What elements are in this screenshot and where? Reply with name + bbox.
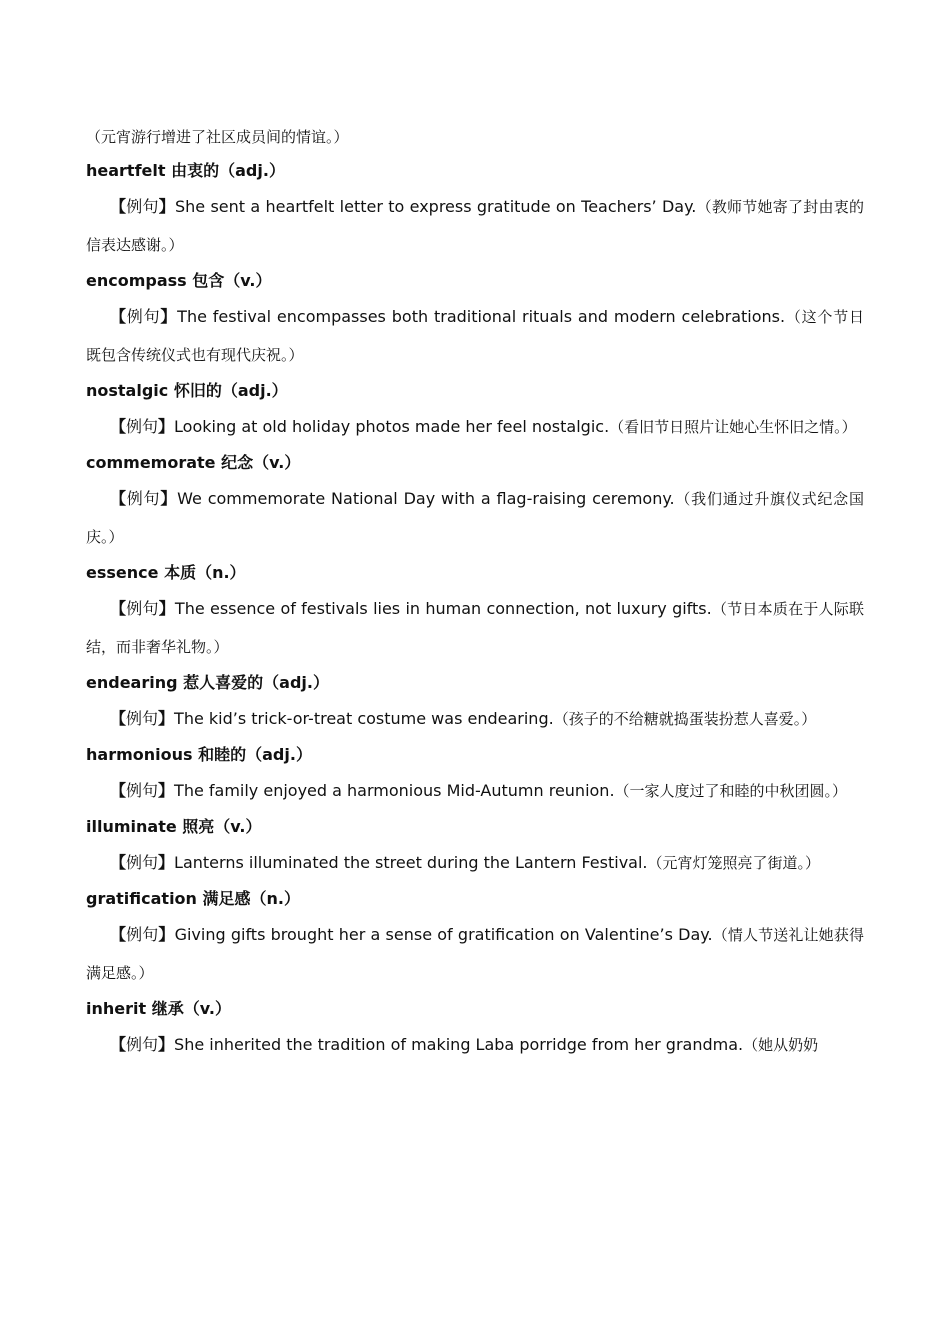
example-label: 例句 xyxy=(126,781,159,800)
vocab-entry xyxy=(86,556,864,666)
example-label: 例句 xyxy=(126,197,159,216)
entry-pos: （n.） xyxy=(196,563,246,582)
entry-heading xyxy=(86,810,864,844)
example-sentence: 【例句】She sent a heartfelt letter to express gratitude on Teachers’ Day.（教师节她寄了封由衷的信表达感谢。） xyxy=(86,197,864,254)
entry-pos: （v.） xyxy=(224,271,272,290)
entry-meaning: 包含 xyxy=(192,271,225,290)
example-english: The family enjoyed a harmonious Mid-Autumn reunion. xyxy=(174,781,615,800)
entry-word: endearing xyxy=(86,673,178,692)
entry-word: inherit xyxy=(86,999,147,1018)
example-english: We commemorate National Day with a flag-raising ceremony. xyxy=(177,489,675,508)
entry-word: nostalgic xyxy=(86,381,169,400)
example-translation: （节日本质在于人际联结，而非奢华礼物。） xyxy=(86,600,864,656)
example-sentence: 【例句】The festival encompasses both traditional rituals and modern celebrations.（这个节日既包含传统仪式也有现代庆祝。） xyxy=(86,307,864,364)
example-english: Lanterns illuminated the street during the Lantern Festival. xyxy=(174,853,648,872)
entry-word: heartfelt xyxy=(86,161,166,180)
vocab-entry xyxy=(86,666,864,738)
example-sentence: 【例句】Giving gifts brought her a sense of gratification on Valentine’s Day.（情人节送礼让她获得满足感。） xyxy=(86,925,864,982)
entry-heading xyxy=(86,556,864,590)
example-translation: （看旧节日照片让她心生怀旧之情。） xyxy=(609,418,857,436)
example-translation: （我们通过升旗仪式纪念国庆。） xyxy=(86,490,864,546)
entry-pos: （adj.） xyxy=(263,673,329,692)
entry-meaning: 纪念 xyxy=(221,453,254,472)
entry-meaning: 满足感 xyxy=(202,889,251,908)
example-translation: （情人节送礼让她获得满足感。） xyxy=(86,926,864,982)
entry-word: gratification xyxy=(86,889,197,908)
entry-meaning: 惹人喜爱的 xyxy=(183,673,264,692)
example-english: The kid’s trick-or-treat costume was endearing. xyxy=(174,709,554,728)
example-label: 例句 xyxy=(126,853,159,872)
entry-heading xyxy=(86,154,864,188)
vocab-entry xyxy=(86,882,864,992)
entry-heading xyxy=(86,264,864,298)
example-translation: （孩子的不给糖就捣蛋装扮惹人喜爱。） xyxy=(553,710,817,728)
entry-meaning: 继承 xyxy=(151,999,184,1018)
entry-meaning: 由衷的 xyxy=(171,161,220,180)
example-translation: （这个节日既包含传统仪式也有现代庆祝。） xyxy=(86,308,864,364)
entry-pos: （adj.） xyxy=(219,161,285,180)
entry-heading xyxy=(86,374,864,408)
entry-pos: （adj.） xyxy=(246,745,312,764)
entry-heading xyxy=(86,992,864,1026)
entry-pos: （adj.） xyxy=(221,381,288,400)
entry-pos: （v.） xyxy=(183,999,231,1018)
continuation-translation: （元宵游行增进了社区成员间的情谊。） xyxy=(86,128,349,146)
entry-word: harmonious xyxy=(86,745,193,764)
example-sentence: 【例句】We commemorate National Day with a flag-raising ceremony.（我们通过升旗仪式纪念国庆。） xyxy=(86,489,864,546)
example-translation: （她从奶奶 xyxy=(743,1036,819,1054)
vocab-entry xyxy=(86,810,864,882)
example-english: The festival encompasses both traditional rituals and modern celebrations. xyxy=(177,307,786,326)
example-translation: （元宵灯笼照亮了街道。） xyxy=(647,854,821,872)
example-sentence: 【例句】Lanterns illuminated the street during the Lantern Festival.（元宵灯笼照亮了街道。） xyxy=(110,853,821,872)
example-label: 例句 xyxy=(126,599,159,618)
entry-word: essence xyxy=(86,563,159,582)
entry-meaning: 本质 xyxy=(164,563,197,582)
entry-pos: （v.） xyxy=(214,817,262,836)
vocab-entry xyxy=(86,992,864,1064)
example-english: Looking at old holiday photos made her feel nostalgic. xyxy=(174,417,610,436)
entry-word: commemorate xyxy=(86,453,216,472)
entry-meaning: 和睦的 xyxy=(198,745,247,764)
example-label: 例句 xyxy=(126,307,161,326)
entry-meaning: 照亮 xyxy=(182,817,215,836)
entry-meaning: 怀旧的 xyxy=(173,381,222,400)
example-label: 例句 xyxy=(126,417,159,436)
entry-word: encompass xyxy=(86,271,187,290)
example-english: She inherited the tradition of making Laba porridge from her grandma. xyxy=(174,1035,744,1054)
vocab-entry xyxy=(86,738,864,810)
example-english: She sent a heartfelt letter to express gratitude on Teachers’ Day. xyxy=(174,197,697,216)
example-sentence: 【例句】The essence of festivals lies in human connection, not luxury gifts.（节日本质在于人际联结，而非奢华礼物。） xyxy=(86,599,864,656)
example-label: 例句 xyxy=(126,1035,159,1054)
vocab-entry xyxy=(86,374,864,446)
example-sentence: 【例句】The family enjoyed a harmonious Mid-Autumn reunion.（一家人度过了和睦的中秋团圆。） xyxy=(110,781,848,800)
example-label: 例句 xyxy=(126,489,161,508)
entry-word: illuminate xyxy=(86,817,177,836)
example-sentence: 【例句】The kid’s trick-or-treat costume was endearing.（孩子的不给糖就捣蛋装扮惹人喜爱。） xyxy=(110,709,817,728)
example-translation: （一家人度过了和睦的中秋团圆。） xyxy=(614,782,848,800)
example-label: 例句 xyxy=(126,925,159,944)
entry-heading xyxy=(86,738,864,772)
example-sentence: 【例句】Looking at old holiday photos made her feel nostalgic.（看旧节日照片让她心生怀旧之情。） xyxy=(110,417,857,436)
vocab-entry xyxy=(86,446,864,556)
vocab-entry xyxy=(86,154,864,264)
vocab-entry xyxy=(86,264,864,374)
entry-heading xyxy=(86,666,864,700)
entry-heading xyxy=(86,446,864,480)
entry-pos: （v.） xyxy=(253,453,301,472)
example-english: Giving gifts brought her a sense of gratification on Valentine’s Day. xyxy=(174,925,713,944)
document-page xyxy=(86,120,864,1064)
example-translation: （教师节她寄了封由衷的信表达感谢。） xyxy=(86,198,864,254)
example-english: The essence of festivals lies in human connection, not luxury gifts. xyxy=(174,599,712,618)
entry-heading xyxy=(86,882,864,916)
entry-pos: （n.） xyxy=(250,889,301,908)
example-label: 例句 xyxy=(126,709,159,728)
example-sentence: 【例句】She inherited the tradition of making Laba porridge from her grandma.（她从奶奶 xyxy=(110,1035,819,1054)
